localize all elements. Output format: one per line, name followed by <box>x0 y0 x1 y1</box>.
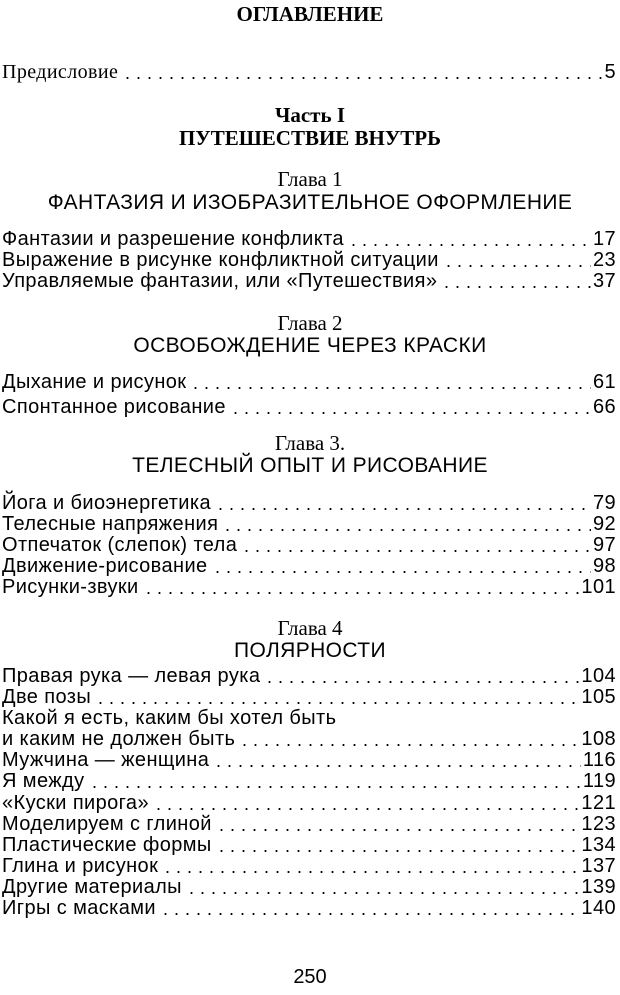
chapter-1-title: ФАНТАЗИЯ И ИЗОБРАЗИТЕЛЬНОЕ ОФОРМЛЕНИЕ <box>47 191 573 214</box>
toc-entry <box>2 770 616 792</box>
dot-leader <box>241 548 591 554</box>
entry-title: Две позы <box>2 686 92 708</box>
toc-entry <box>2 665 616 687</box>
entry-title: и каким не должен быть <box>2 728 236 750</box>
toc-entry <box>2 228 616 250</box>
toc-entry <box>2 492 616 514</box>
chapter-4-label: Глава 4 <box>277 616 343 640</box>
part-label: Часть I <box>274 103 346 127</box>
entry-title: Предисловие <box>2 61 119 83</box>
entry-title: Спонтанное рисование <box>2 396 226 418</box>
toc-entry <box>2 897 616 919</box>
entry-page: 101 <box>581 576 616 598</box>
toc-title: ОГЛАВЛЕНИЕ <box>236 2 384 26</box>
entry-title: Игры с масками <box>2 897 156 919</box>
chapter-3-title: ТЕЛЕСНЫЙ ОПЫТ И РИСОВАНИЕ <box>132 454 488 477</box>
entry-page: 116 <box>582 749 616 771</box>
entry-page: 92 <box>592 513 616 535</box>
dot-leader <box>95 700 579 706</box>
toc-entry-first-line: Какой я есть, каким бы хотел быть <box>2 707 337 729</box>
entry-title: Телесные напряжения <box>2 513 219 535</box>
dot-leader <box>222 527 591 533</box>
entry-page: 139 <box>581 876 616 898</box>
entry-title: Йога и биоэнергетика <box>2 492 211 514</box>
entry-title: Мужчина — женщина <box>2 749 210 771</box>
toc-entry <box>2 686 616 708</box>
entry-page: 98 <box>592 555 616 577</box>
dot-leader <box>122 75 602 81</box>
entry-page: 79 <box>592 492 616 514</box>
toc-entry <box>2 576 616 598</box>
dot-leader <box>212 569 591 575</box>
toc-entry <box>2 749 616 771</box>
chapter-2-label: Глава 2 <box>277 311 343 335</box>
dot-leader <box>216 848 580 854</box>
entry-title: Другие материалы <box>2 876 182 898</box>
dot-leader <box>153 806 579 812</box>
entry-page: 134 <box>581 834 616 856</box>
entry-page: 17 <box>592 228 616 250</box>
entry-title: Моделируем с глиной <box>2 813 212 835</box>
entry-title: Отпечаток (слепок) тела <box>2 534 238 556</box>
entry-page: 121 <box>581 792 616 814</box>
entry-page: 5 <box>604 61 616 83</box>
part-title: ПУТЕШЕСТВИЕ ВНУТРЬ <box>178 126 442 150</box>
dot-leader <box>190 385 590 391</box>
page-number: 250 <box>293 966 327 988</box>
entry-page: 105 <box>581 686 616 708</box>
toc-entry <box>2 813 616 835</box>
entry-page: 104 <box>581 665 616 687</box>
chapter-3-label: Глава 3. <box>274 431 346 455</box>
toc-entry <box>2 396 616 418</box>
entry-title: Пластические формы <box>2 834 212 856</box>
toc-entry-preface <box>2 61 616 83</box>
entry-page: 23 <box>592 249 616 271</box>
toc-entry <box>2 513 616 535</box>
dot-leader <box>215 506 591 512</box>
toc-entry <box>2 270 616 292</box>
entry-title: «Куски пирога» <box>2 792 149 814</box>
entry-page: 66 <box>592 396 616 418</box>
dot-leader <box>239 742 579 748</box>
dot-leader <box>216 827 580 833</box>
entry-page: 108 <box>581 728 616 750</box>
dot-leader <box>443 263 591 269</box>
dot-leader <box>264 679 579 685</box>
toc-entry <box>2 855 616 877</box>
dot-leader <box>160 911 579 917</box>
toc-entry <box>2 371 616 393</box>
entry-title: Дыхание и рисунок <box>2 371 187 393</box>
chapter-2-title: ОСВОБОЖДЕНИЕ ЧЕРЕЗ КРАСКИ <box>133 334 487 357</box>
entry-page: 97 <box>592 534 616 556</box>
dot-leader <box>348 242 591 248</box>
dot-leader <box>89 784 581 790</box>
toc-entry <box>2 834 616 856</box>
chapter-1-label: Глава 1 <box>277 167 343 191</box>
entry-title: Движение-рисование <box>2 555 208 577</box>
entry-page: 119 <box>582 770 616 792</box>
entry-page: 61 <box>592 371 616 393</box>
entry-title: Рисунки-звуки <box>2 576 139 598</box>
toc-entry <box>2 534 616 556</box>
toc-entry <box>2 728 616 750</box>
dot-leader <box>213 763 581 769</box>
dot-leader <box>162 869 579 875</box>
toc-entry <box>2 876 616 898</box>
entry-title: Фантазии и разрешение конфликта <box>2 228 344 250</box>
toc-entry <box>2 555 616 577</box>
entry-title: Правая рука — левая рука <box>2 665 261 687</box>
entry-page: 140 <box>581 897 616 919</box>
dot-leader <box>143 590 580 596</box>
dot-leader <box>441 284 591 290</box>
entry-page: 37 <box>592 270 616 292</box>
entry-title: Выражение в рисунке конфликтной ситуации <box>2 249 439 271</box>
entry-title: Я между <box>2 770 85 792</box>
dot-leader <box>230 410 591 416</box>
entry-title: Управляемые фантазии, или «Путешествия» <box>2 270 438 292</box>
toc-entry <box>2 792 616 814</box>
dot-leader <box>186 890 579 896</box>
chapter-4-title: ПОЛЯРНОСТИ <box>233 639 387 662</box>
toc-entry <box>2 249 616 271</box>
entry-page: 123 <box>581 813 616 835</box>
entry-page: 137 <box>581 855 616 877</box>
entry-title: Глина и рисунок <box>2 855 159 877</box>
